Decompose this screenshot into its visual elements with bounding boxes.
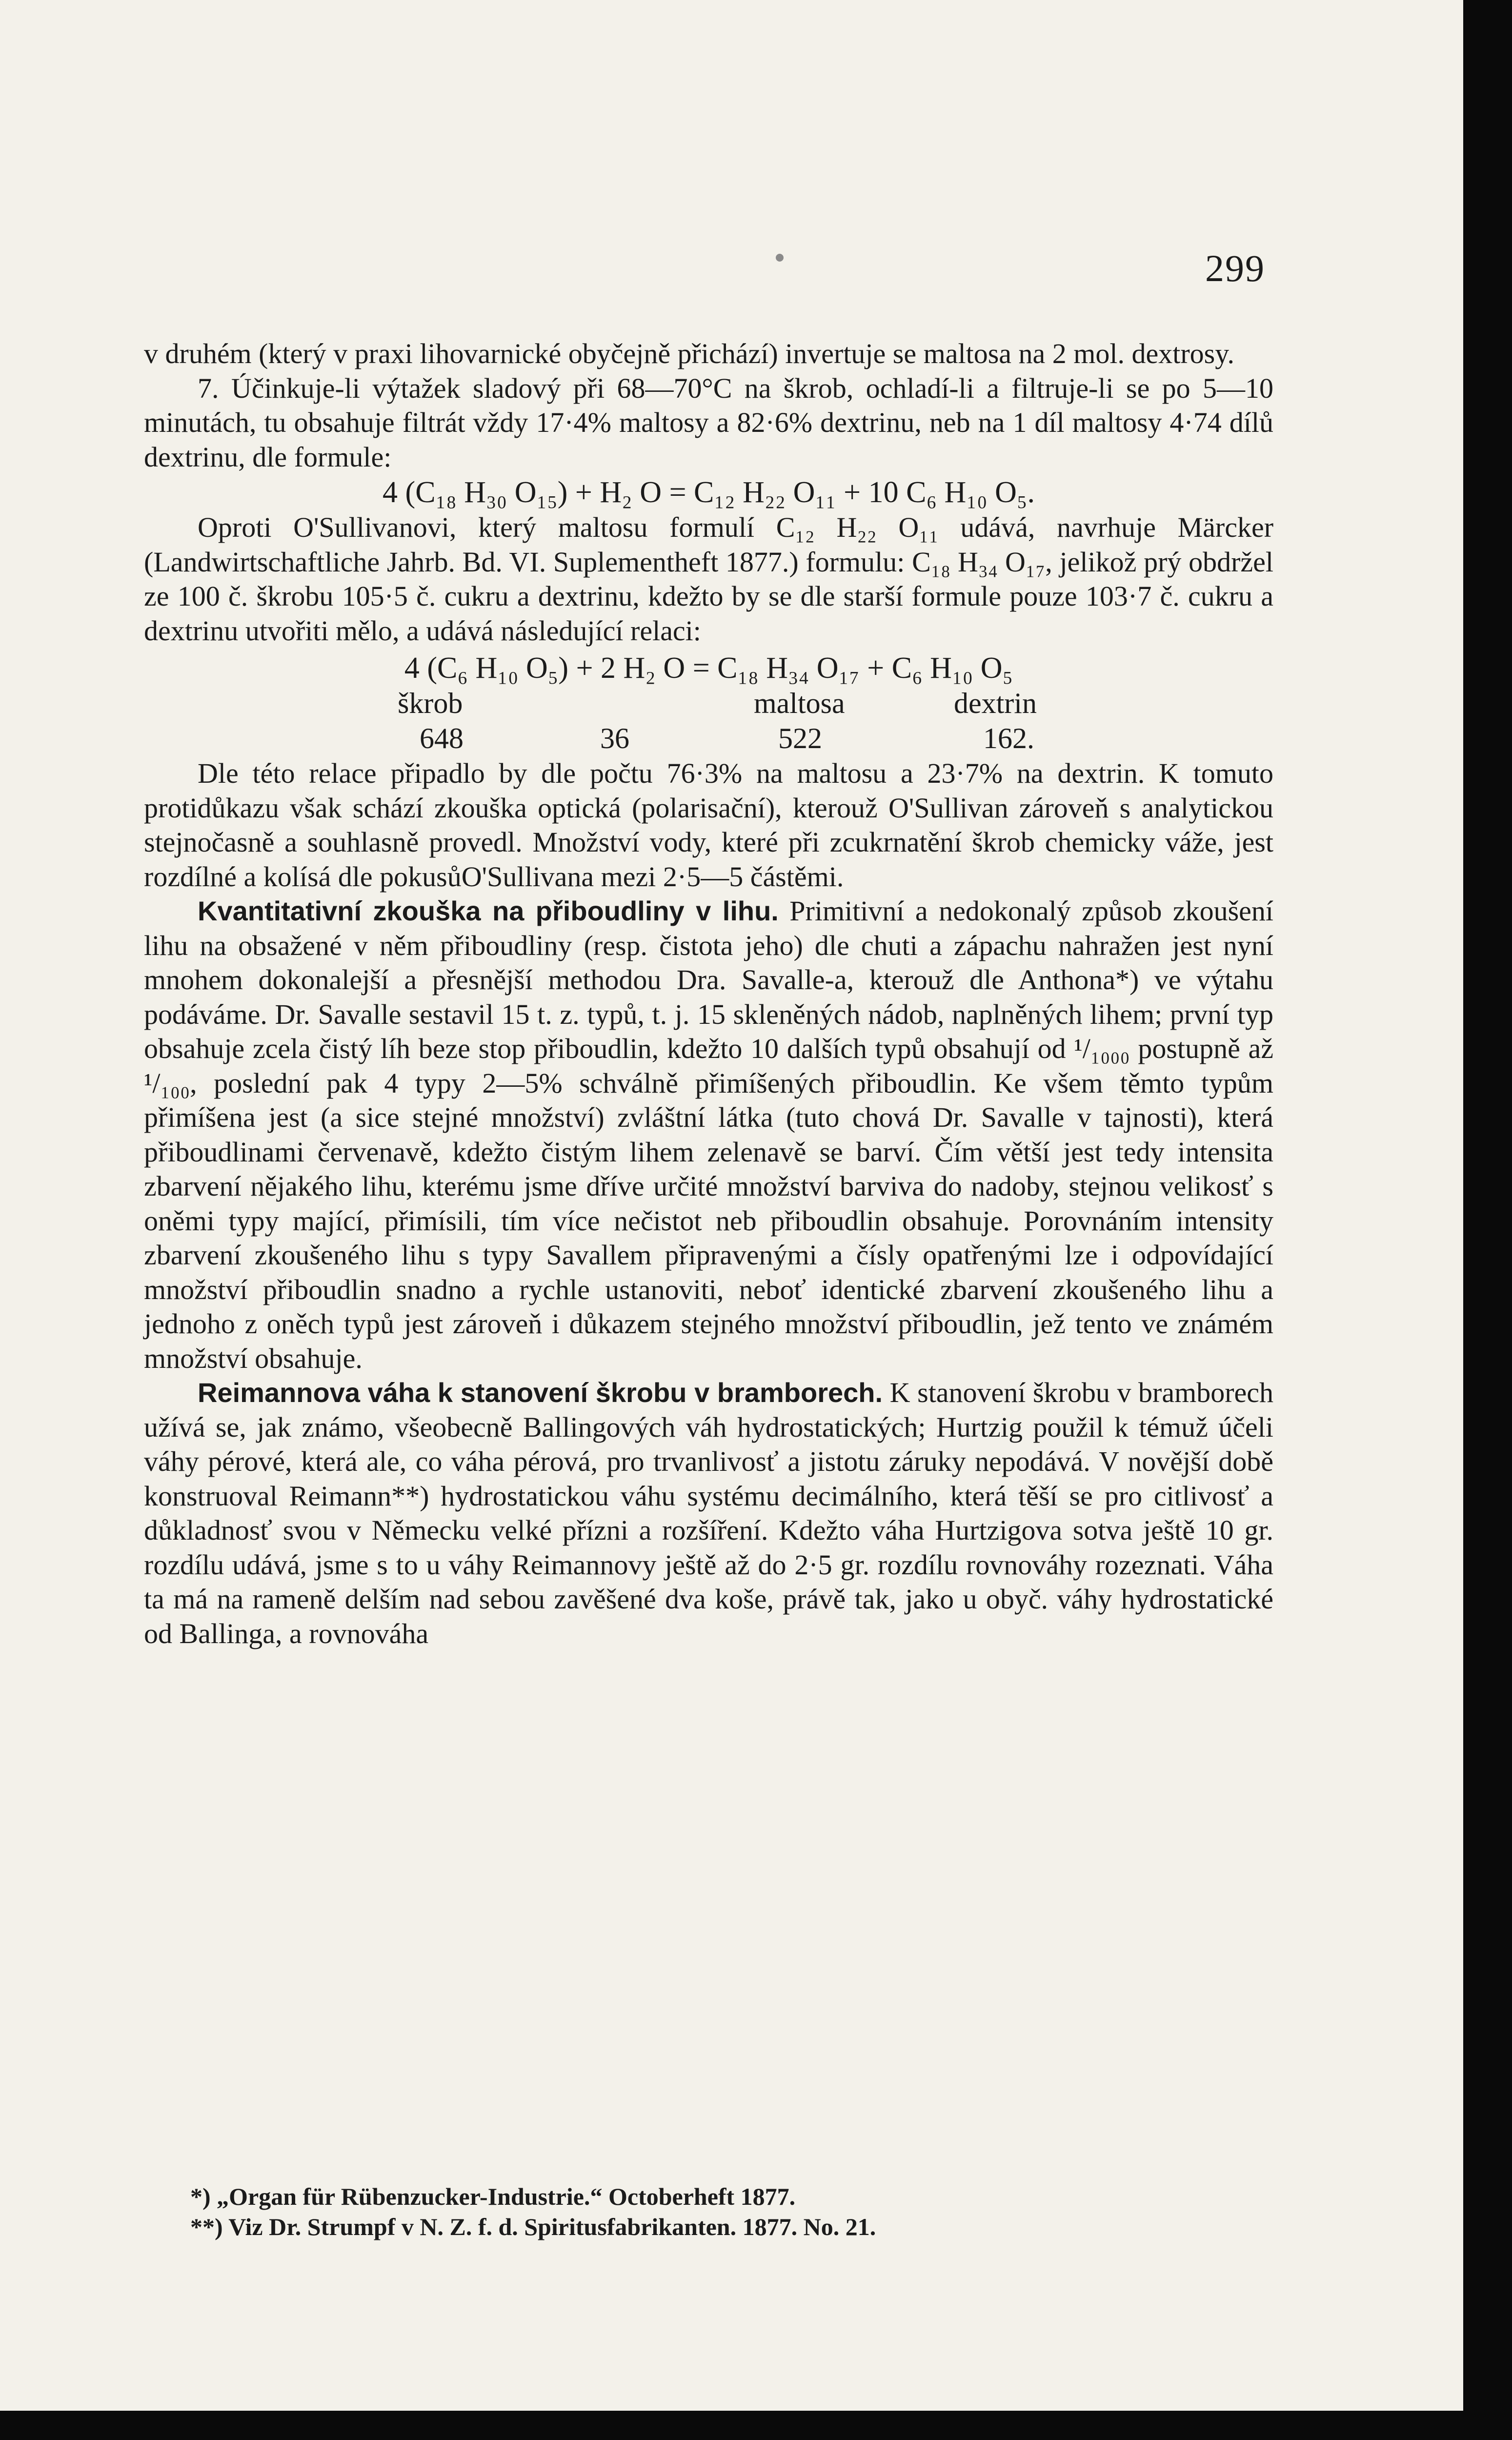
paragraph-5 bbox=[144, 894, 1273, 1376]
paragraph-4: Dle této relace připadlo by dle počtu 76·3% na maltosu a 23·7% na dextrin. K tomuto protidůkazu však schází zkouška optická (polarisační), kterouž O'Sullivan zároveň s analytickou stejnočasně a souhlasně provedl. Množství vody, které při zcukrnatění škrob chemicky váže, jest rozdílné a kolísá dle pokusůO'Sullivana mezi 2·5—5 částěmi. bbox=[144, 757, 1273, 893]
footnote-2: **) Viz Dr. Strumpf v N. Z. f. d. Spiritusfabrikanten. 1877. No. 21. bbox=[190, 2213, 876, 2240]
paragraph-1: v druhém (který v praxi lihovarnické obyčejně přichází) invertuje se maltosa na 2 mol. dextrosy. bbox=[144, 338, 1234, 369]
paragraph-6-text: K stanovení škrobu v bramborech užívá se, jak známo, všeobecně Ballingových váh hydrostatických; Hurtzig použil k témuž účeli váhy pérové, která ale, co váha pérová, pro trvanlivosť a jistotu záruky nepodává. V novější době konstruoval Reimann**) hydrostatickou váhu systému decimálního, která těší se pro citlivosť a důkladnosť svou v Německu velké přízni a rozšíření. Kdežto váha Hurtzigova sotva ještě 10 gr. rozdílu udává, jsme s to u váhy Reimannovy ještě až do 2·5 gr. rozdílu rovnováhy rozeznati. Váha ta má na rameně delším nad sebou zavěšené dva koše, právě tak, jako u obyč. váhy hydrostatické od Ballinga, a rovnováha bbox=[144, 1377, 1274, 1649]
weight-starch: 648 bbox=[420, 722, 464, 754]
weight-dextrin: 162. bbox=[983, 722, 1034, 754]
formula-relation: 4 (C₆ H₁₀ O₅) + 2 H₂ O = C₁₈ H₃₄ O₁₇ + C₆ H₁₀ O₅ bbox=[404, 651, 1013, 685]
heading-reimann-balance: Reimannova váha k stanovení škrobu v bramborech. bbox=[198, 1377, 883, 1408]
label-dextrin: dextrin bbox=[954, 687, 1037, 719]
paragraph-2: 7. Účinkuje-li výtažek sladový při 68—70°C na škrob, ochladí-li a filtruje-li se po 5—10 minutách, tu obsahuje filtrát vždy 17·4% maltosy a 82·6% dextrinu, neb na 1 díl maltosy 4·74 dílů dextrinu, dle formule: bbox=[144, 372, 1273, 473]
paragraph-3-part-b: udává, navrhuje Märcker (Landwirtschaftliche Jahrb. Bd. VI. Suplementheft 1877.) formulu: bbox=[144, 511, 1274, 578]
paragraph-3-part-a: Oproti O'Sullivanovi, který maltosu formulí bbox=[198, 511, 755, 543]
page-number: 299 bbox=[1205, 247, 1265, 289]
label-maltose: maltosa bbox=[754, 687, 845, 719]
paragraph-6 bbox=[144, 1376, 1273, 1651]
main-text bbox=[144, 337, 1273, 1651]
scan-edge-bottom bbox=[0, 2411, 1512, 2440]
footnotes bbox=[190, 2181, 1264, 2242]
formula-labels bbox=[144, 686, 1273, 721]
inline-formula-maltose: C₁₂ H₂₂ O₁₁ bbox=[776, 511, 939, 543]
ink-speck bbox=[776, 254, 784, 262]
weight-maltose: 522 bbox=[778, 722, 822, 754]
paragraph-3-part-c: jelikož prý obdržel ze 100 č. škrobu 105·5 č. cukru a dextrinu, kdežto by se dle starší formule pouze 103·7 č. cukru a dextrinu utvořiti mělo, a udává následující relaci: bbox=[144, 546, 1274, 647]
formula-starch-hydrolysis: 4 (C₁₈ H₃₀ O₁₅) + H₂ O = C₁₂ H₂₂ O₁₁ + 10 C₆ H₁₀ O₅. bbox=[383, 476, 1035, 509]
footnote-1: *) „Organ für Rübenzucker-Industrie.“ Octoberheft 1877. bbox=[190, 2183, 796, 2210]
paragraph-3 bbox=[144, 510, 1273, 648]
heading-fusel-oil-test: Kvantitativní zkouška na přiboudliny v lihu. bbox=[198, 895, 779, 926]
inline-formula-marcker: C₁₈ H₃₄ O₁₇, bbox=[912, 546, 1052, 578]
label-starch: škrob bbox=[398, 687, 463, 719]
formula-weights bbox=[144, 721, 1273, 756]
paragraph-5-text: Primitivní a nedokonalý způsob zkoušení lihu na obsažené v něm přiboudliny (resp. čistota jeho) dle chuti a zápachu nahražen jest nyní mnohem dokonalejší a přesnější methodou Dra. Savalle-a, kterouž dle Anthona*) ve výtahu podáváme. Dr. Savalle sestavil 15 t. z. typů, t. j. 15 skleněných nádob, naplněných lihem; první typ obsahuje zcela čistý líh beze stop přiboudlin, kdežto 10 dalších typů obsahují od ¹/₁₀₀₀ postupně až ¹/₁₀₀, poslední pak 4 typy 2—5% schválně přimíšených přiboudlin. Ke všem těmto typům přimíšena jest (a sice stejné množství) zvláštní látka (tuto chová Dr. Savalle v tajnosti), která přiboudlinami červenavě, kdežto čistým lihem zelenavě se barví. Čím větší jest tedy intensita zbarvení nějakého lihu, kterému jsme dříve určité množství barviva do nadoby, stejnou velikosť s oněmi typy mající, přimísili, tím více nečistot neb přiboudlin obsahuje. Porovnáním intensity zbarvení zkoušeného lihu s typy Savallem připravenými a čísly opatřenými lze i odpovídající množství přiboudlin snadno a rychle ustanoviti, neboť identické zbarvení zkoušeného lihu a jednoho z oněch typů jest zároveň i důkazem stejného množství přiboudlin, jež tento ve známém množství obsahuje. bbox=[144, 895, 1274, 1374]
weight-water: 36 bbox=[600, 722, 629, 754]
scan-edge-right bbox=[1463, 0, 1512, 2440]
